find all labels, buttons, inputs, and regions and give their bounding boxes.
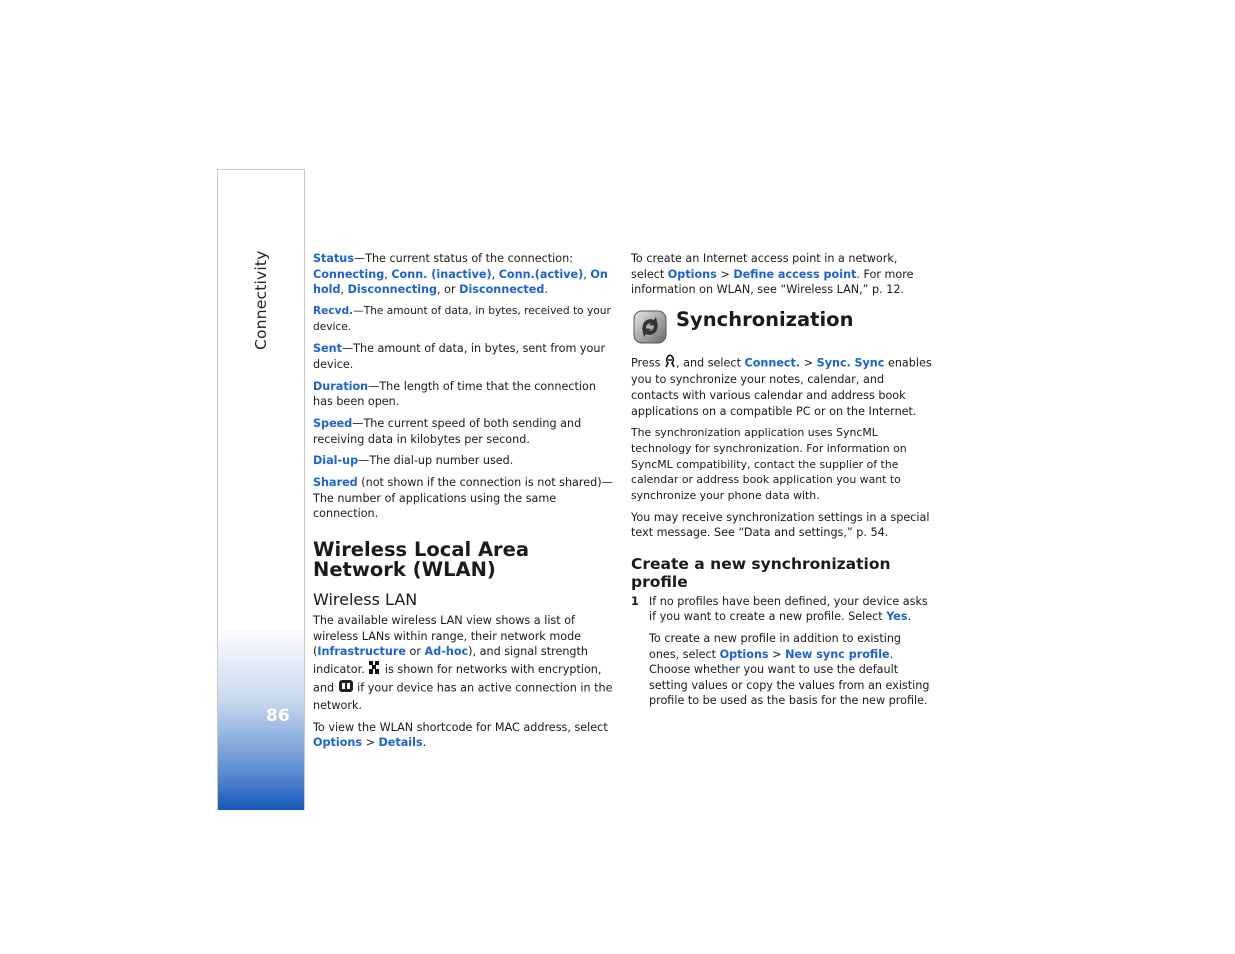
signal-strength-icon (368, 660, 381, 680)
encryption-icon (338, 679, 354, 698)
synchronization-heading: Synchronization (676, 307, 854, 331)
wlan-description: The available wireless LAN view shows a list of wireless LANs within range, their network mode (Infrastructure or Ad-hoc), and signal strength indicator. is shown for networks with encryption, and if your device has an active connection in the network. (313, 614, 613, 712)
press-para: Press , and select Connect. > Sync. Sync enables you to synchronize your notes, calendar, and contacts with various calendar and address book applications on a compatible PC or on the Internet. (631, 354, 933, 419)
dialup-item: Dial-up—The dial-up number used. (313, 454, 514, 468)
shared-item: Shared (not shown if the connection is not shared)— The number of applications using the same connection. (313, 476, 613, 521)
status-item: Status—The current status of the connection: Connecting, Conn. (inactive), Conn.(active), On hold, Disconnecting, or Disconnected. (313, 252, 608, 297)
left-column (313, 251, 618, 757)
menu-key-icon (664, 354, 676, 373)
duration-item: Duration—The length of time that the connection has been open. (313, 379, 596, 409)
right-column (631, 251, 933, 715)
access-point-para: To create an Internet access point in a network, select Options > Define access point. For more information on WLAN, see “Wireless LAN,” p. 12. (631, 252, 914, 297)
receive-settings-para: You may receive synchronization settings in a special text message. See “Data and settings,” p. 54. (631, 510, 930, 540)
sent-item: Sent—The amount of data, in bytes, sent from your device. (313, 342, 606, 371)
step-1: 1 If no profiles have been defined, your device asks if you want to create a new profile. Select Yes. (631, 594, 928, 624)
sync-heading-row (631, 308, 933, 346)
wlan-heading: Wireless Local Area Network (WLAN) (313, 538, 530, 581)
synchronization-icon (631, 308, 669, 346)
syncml-para: The synchronization application uses SyncML technology for synchronization. For information on SyncML compatibility, contact the supplier of the calendar or address book application you want to synchronize your phone data with. (631, 426, 907, 502)
section-title: Connectivity (252, 250, 270, 350)
step-1-continuation: To create a new profile in addition to existing ones, select Options > New sync profile. Choose whether you want to use the default setting values or copy the values from an existing profile to be used as the basis for the new profile. (649, 632, 930, 708)
speed-item: Speed—The current speed of both sending and receiving data in kilobytes per second. (313, 417, 582, 446)
wireless-lan-subheading: Wireless LAN (313, 590, 418, 610)
mac-address-para: To view the WLAN shortcode for MAC address, select Options > Details. (313, 720, 608, 750)
recvd-item: Recvd.—The amount of data, in bytes, received to your device. (313, 304, 611, 333)
page-number: 86 (266, 706, 290, 726)
create-profile-heading: Create a new synchronization profile (631, 554, 891, 591)
